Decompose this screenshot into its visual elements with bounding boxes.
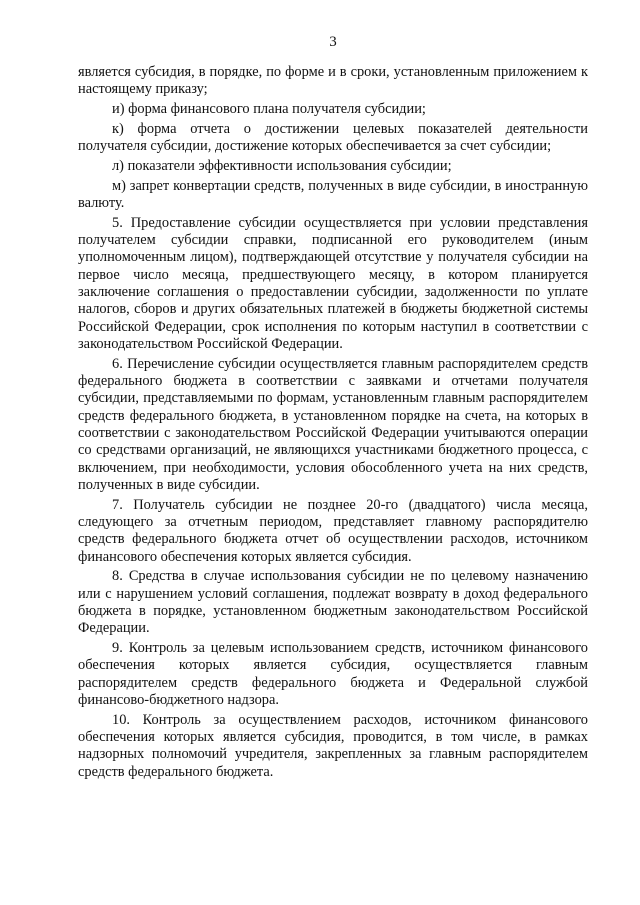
paragraph-item-i: и) форма финансового плана получателя субсидии; [112, 101, 426, 118]
paragraph-7: 7. Получатель субсидии не позднее 20-го (двадцатого) числа месяца, следующего за отчетным периодом, представляет главному распорядителю средств федерального бюджета отчет об осуществлении расходов, источником финансового обеспечения которых является субсидия. [78, 496, 588, 565]
paragraph-continuation: является субсидия, в порядке, по форме и в сроки, установленным приложением к настоящему приказу; [78, 64, 588, 98]
paragraph-10: 10. Контроль за осуществлением расходов, источником финансового обеспечения которых является субсидия, проводится, в том числе, в рамках надзорных полномочий учредителя, закрепленных за главным распорядителем средств федерального бюджета. [78, 711, 588, 780]
document-body [78, 64, 588, 781]
paragraph-item-k: к) форма отчета о достижении целевых показателей деятельности получателя субсидии, достижение которых обеспечивается за счет субсидии; [78, 120, 588, 155]
paragraph-item-m: м) запрет конвертации средств, полученных в виде субсидии, в иностранную валюту. [78, 177, 588, 212]
paragraph-6: 6. Перечисление субсидии осуществляется главным распорядителем средств федерального бюджета в соответствии с заявками и отчетами получателя субсидии, представляемыми по формам, установленным главным распорядителем средств федерального бюджета, в установленном порядке на счета, на которых в соответствии с законодательством Российской Федерации учитываются операции со средствами организаций, не являющихся участниками бюджетного процесса, с включением, при необходимости, условия обособленного учета на них средств, полученных в виде субсидии. [78, 355, 588, 493]
paragraph-item-l: л) показатели эффективности использования субсидии; [112, 157, 452, 174]
paragraph-5: 5. Предоставление субсидии осуществляется при условии представления получателем субсидии справки, подписанной его руководителем (иным уполномоченным лицом), подтверждающей отсутствие у получателя субсидии на первое число месяца, предшествующего месяцу, в котором планируется заключение соглашения о предоставлении субсидии, задолженности по уплате налогов, сборов и других обязательных платежей в бюджеты бюджетной системы Российской Федерации, срок исполнения по которым наступил в соответствии с законодательством Российской Федерации. [78, 214, 588, 352]
page-number: 3 [329, 34, 337, 50]
paragraph-9: 9. Контроль за целевым использованием средств, источником финансового обеспечения которых является субсидия, осуществляется главным распорядителем средств федерального бюджета и Федеральной службой финансово-бюджетного надзора. [78, 640, 588, 708]
paragraph-8: 8. Средства в случае использования субсидии не по целевому назначению или с нарушением условий соглашения, подлежат возврату в доход федерального бюджета в порядке, установленном бюджетным законодательством Российской Федерации. [78, 568, 588, 637]
